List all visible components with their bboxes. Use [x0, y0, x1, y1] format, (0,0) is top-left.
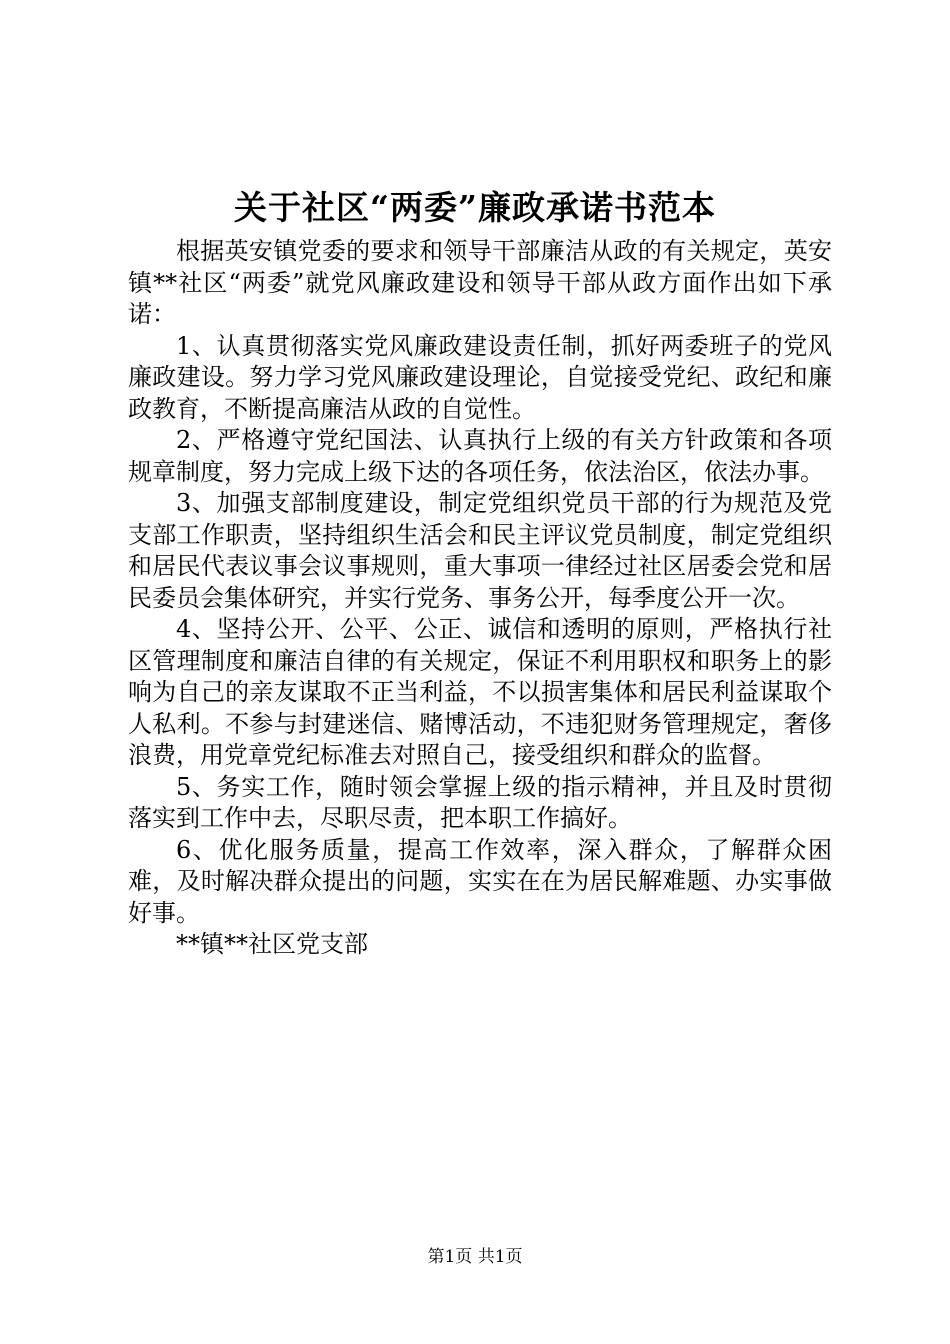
commitment-item-4: 4、坚持公开、公平、公正、诚信和透明的原则，严格执行社区管理制度和廉洁自律的有关规定，保证不利用职权和职务上的影响为自己的亲友谋取不正当利益，不以损害集体和居民利益谋取个人私利。不参与封建迷信、赌博活动，不违犯财务管理规定，奢侈浪费，用党章党纪标准去对照自己，接受组织和群众的监督。 — [128, 615, 832, 769]
page-footer: 第1页 共1页 — [427, 1247, 523, 1267]
commitment-item-3: 3、加强支部制度建设，制定党组织党员干部的行为规范及党支部工作职责，坚持组织生活会和民主评议党员制度，制定党组织和居民代表议事会议事规则，重大事项一律经过社区居委会党和居民委员会集体研究，并实行党务、事务公开，每季度公开一次。 — [128, 489, 832, 612]
intro-paragraph: 根据英安镇党委的要求和领导干部廉洁从政的有关规定，英安镇**社区“两委”就党风廉政建设和领导干部从政方面作出如下承诺： — [128, 237, 832, 328]
document-title: 关于社区“两委”廉政承诺书范本 — [234, 188, 716, 227]
commitment-item-2: 2、严格遵守党纪国法、认真执行上级的有关方针政策和各项规章制度，努力完成上级下达的各项任务，依法治区，依法办事。 — [128, 426, 832, 486]
signature-line: **镇**社区党支部 — [176, 930, 368, 958]
commitment-item-6: 6、优化服务质量，提高工作效率，深入群众，了解群众困难，及时解决群众提出的问题，实实在在为居民解难题、办实事做好事。 — [128, 835, 832, 927]
commitment-item-1: 1、认真贯彻落实党风廉政建设责任制，抓好两委班子的党风廉政建设。努力学习党风廉政建设理论，自觉接受党纪、政纪和廉政教育，不断提高廉洁从政的自觉性。 — [128, 331, 832, 423]
commitment-item-5: 5、务实工作，随时领会掌握上级的指示精神，并且及时贯彻落实到工作中去，尽职尽责，把本职工作搞好。 — [128, 772, 832, 832]
document-body — [128, 236, 832, 961]
